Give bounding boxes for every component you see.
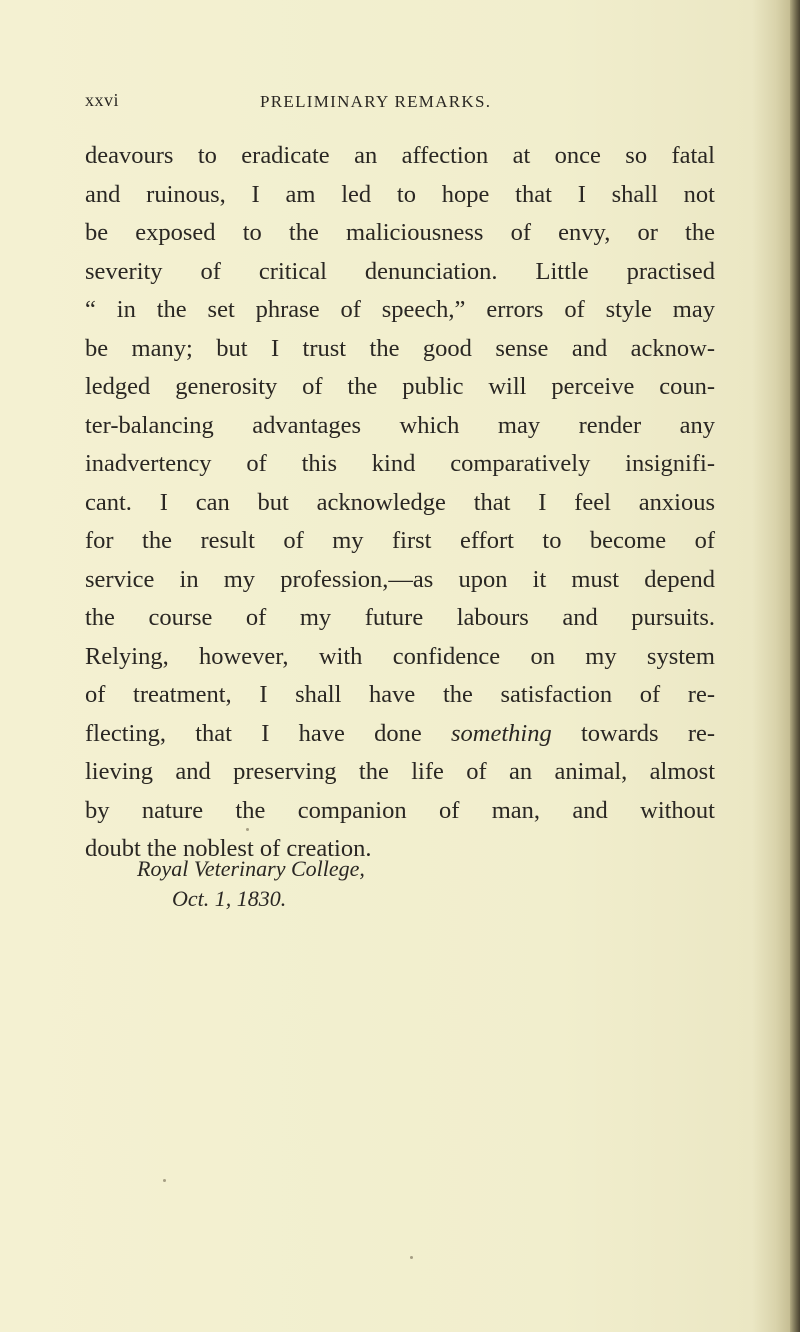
page-header (85, 90, 715, 116)
page-number: xxvi (85, 90, 120, 110)
text-line: “ in the set phrase of speech,” errors of style may (85, 296, 715, 323)
text-line: and ruinous, I am led to hope that I shall not (85, 180, 715, 208)
running-head: PRELIMINARY REMARKS. (260, 92, 492, 111)
text-line: lieving and preserving the life of an animal, almost (85, 758, 715, 785)
text-fragment: flecting, that I have done (85, 719, 422, 747)
body-paragraph (85, 137, 715, 869)
text-line: ledged generosity of the public will perceive coun- (85, 373, 715, 400)
text-line: for the result of my first effort to become of (85, 527, 715, 554)
text-line: be many; but I trust the good sense and acknow- (85, 334, 715, 362)
text-line: the course of my future labours and pursuits. (85, 604, 715, 631)
text-line: severity of critical denunciation. Little practised (85, 257, 715, 285)
text-line-final: doubt the noblest of creation. (85, 835, 372, 862)
emphasized-word: something (451, 719, 552, 747)
text-line: Relying, however, with confidence on my system (85, 642, 715, 670)
signature-date: Oct. 1, 1830. (172, 886, 287, 911)
text-line: by nature the companion of man, and without (85, 796, 715, 824)
text-line: of treatment, I shall have the satisfaction of re- (85, 681, 715, 708)
text-fragment: towards re- (581, 719, 716, 747)
paper-speck (163, 1179, 166, 1182)
binding-edge-shadow (790, 0, 800, 1332)
text-line: deavours to eradicate an affection at once so fatal (85, 142, 715, 169)
paper-speck (410, 1256, 413, 1259)
paper-speck (246, 828, 249, 831)
text-line: ter-balancing advantages which may render any (85, 411, 715, 439)
text-line-with-emphasis (85, 715, 715, 754)
signature-block (137, 854, 365, 914)
text-line: inadvertency of this kind comparatively insignifi- (85, 450, 715, 477)
text-line: cant. I can but acknowledge that I feel anxious (85, 488, 715, 516)
text-line: service in my profession,—as upon it must depend (85, 565, 715, 593)
signature-institution: Royal Veterinary College, (137, 856, 365, 881)
text-line: be exposed to the maliciousness of envy, or the (85, 219, 715, 246)
